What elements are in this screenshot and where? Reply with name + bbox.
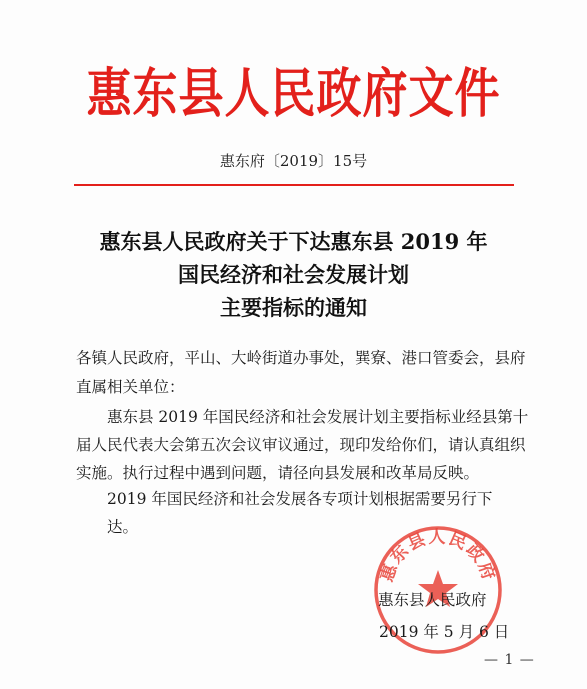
svg-text:惠东县人民政府: 惠东县人民政府 [377, 527, 499, 585]
paragraph-1-line-1: 惠东县 2019 年国民经济和社会发展计划主要指标业经县第十 [107, 408, 529, 426]
paragraph-1-line-2: 届人民代表大会第五次会议审议通过，现印发给你们，请认真组织 [76, 436, 526, 454]
signature-date: 2019 年 5 月 6 日 [379, 623, 510, 641]
addressee-line-1: 各镇人民政府，平山、大岭街道办事处，巽寮、港口管委会，县府 [76, 349, 526, 367]
paragraph-2-text: 2019 年国民经济和社会发展各专项计划根据需要另行下达。 [107, 490, 493, 536]
notice-title-line-3: 主要指标的通知 [220, 295, 367, 320]
addressee-line-2: 直属相关单位： [76, 378, 185, 396]
notice-title-line-2: 国民经济和社会发展计划 [178, 262, 409, 287]
document-header-title: 惠东县人民政府文件 [86, 61, 501, 125]
paragraph-1-line-3: 实施。执行过程中遇到问题，请径向县发展和改革局反映。 [76, 464, 480, 482]
document-number: 惠东府〔2019〕15号 [219, 152, 368, 170]
addressee [76, 344, 526, 402]
body-paragraph-1 [76, 403, 529, 487]
page-number: — 1 — [484, 652, 535, 668]
notice-title [0, 225, 587, 324]
header-red-rule [74, 184, 514, 186]
signature-organization: 惠东县人民政府 [378, 591, 487, 609]
notice-title-line-1: 惠东县人民政府关于下达惠东县 2019 年 [99, 229, 488, 254]
